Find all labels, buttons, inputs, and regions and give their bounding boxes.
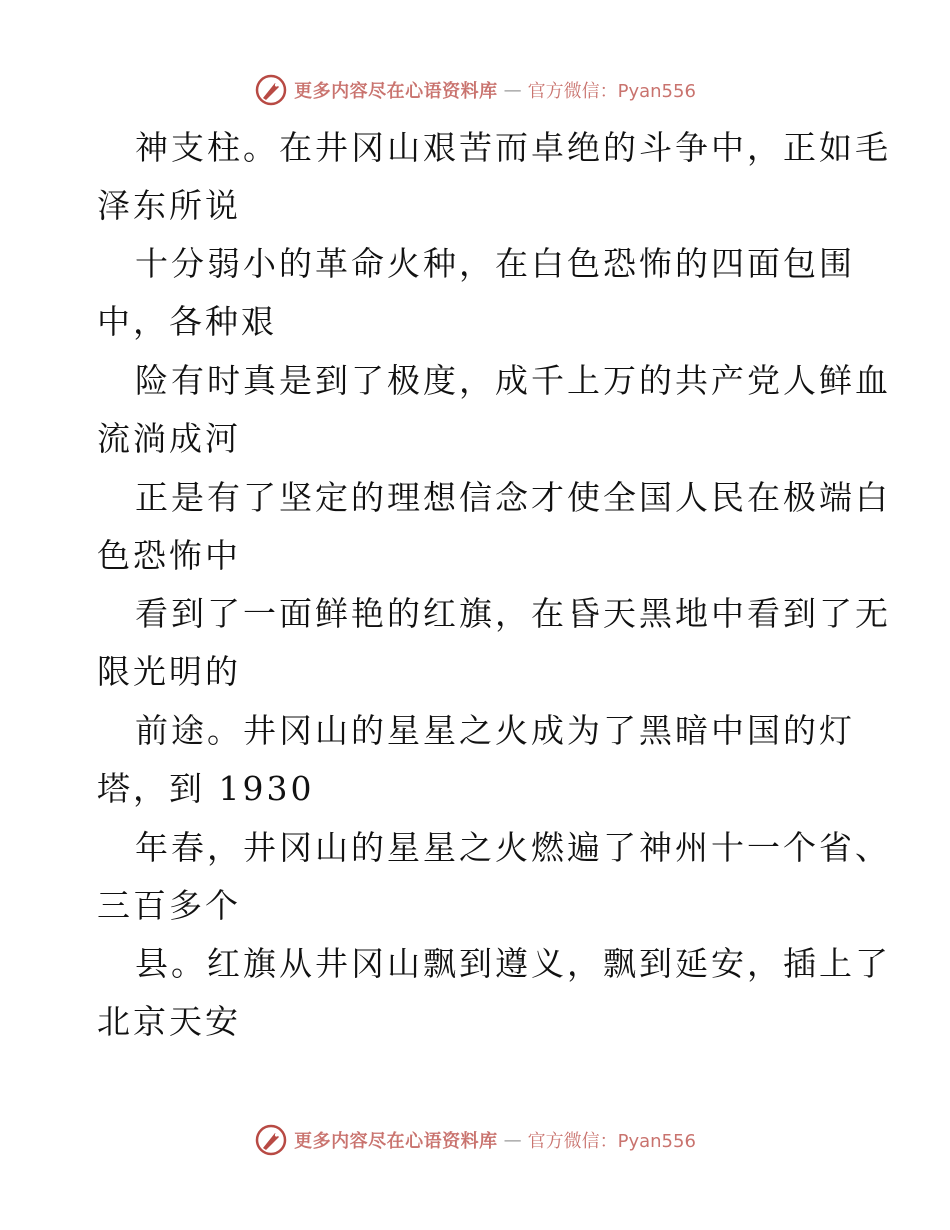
paragraph-line: 正是有了坚定的理想信念才使全国人民在极端白: [135, 478, 891, 517]
watermark-sub-text: 官方微信：Pyan556: [527, 1131, 696, 1152]
watermark-separator: —: [503, 1129, 522, 1151]
pen-nib-logo-icon: [254, 1123, 288, 1157]
paragraph-line: 十分弱小的革命火种，在白色恐怖的四面包围: [135, 244, 855, 283]
paragraph-line: 塔，到 1930: [97, 769, 315, 808]
pen-nib-logo-icon: [254, 73, 288, 107]
paragraph-line: 三百多个: [97, 886, 241, 925]
paragraph-line: 北京天安: [97, 1002, 241, 1041]
paragraph-line: 年春，井冈山的星星之火燃遍了神州十一个省、: [135, 828, 891, 867]
paragraph-line: 看到了一面鲜艳的红旗，在昏天黑地中看到了无: [135, 594, 891, 633]
paragraph-line: 前途。井冈山的星星之火成为了黑暗中国的灯: [135, 711, 855, 750]
watermark-main-text: 更多内容尽在心语资料库: [294, 1131, 498, 1152]
footer-watermark: [0, 1120, 950, 1160]
watermark-separator: —: [503, 79, 522, 101]
watermark-sub-text: 官方微信：Pyan556: [527, 81, 696, 102]
paragraph-line: 中，各种艰: [97, 302, 277, 341]
paragraph-line: 险有时真是到了极度，成千上万的共产党人鲜血: [135, 361, 891, 400]
watermark-main-text: 更多内容尽在心语资料库: [294, 81, 498, 102]
paragraph-line: 神支柱。在井冈山艰苦而卓绝的斗争中，正如毛: [135, 128, 891, 167]
paragraph-line: 流淌成河: [97, 419, 241, 458]
header-watermark: [0, 70, 950, 110]
paragraph-line: 泽东所说: [97, 186, 241, 225]
paragraph-line: 县。红旗从井冈山飘到遵义，飘到延安，插上了: [135, 944, 891, 983]
paragraph-line: 色恐怖中: [97, 536, 241, 575]
paragraph-line: 限光明的: [97, 652, 241, 691]
